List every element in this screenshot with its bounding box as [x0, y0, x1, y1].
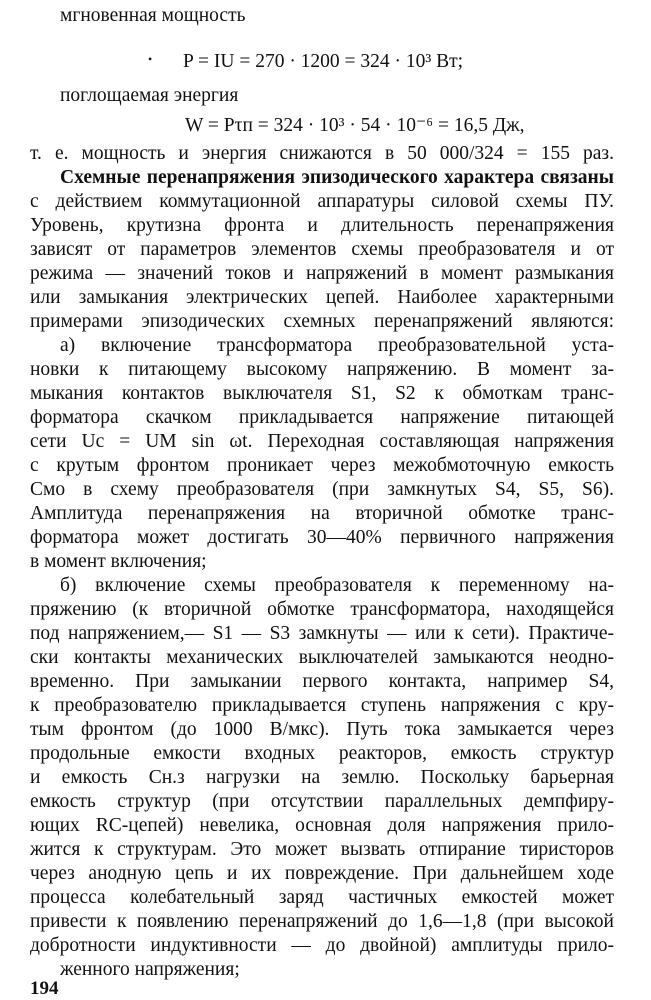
- text-line: Амплитуда перенапряжения на вторичной обмотке транс-: [30, 503, 614, 524]
- text-line: под напряжением,— S1 — S3 замкнуты — или к сети). Практиче-: [30, 623, 614, 644]
- text-line: форматора может достигать 30—40% первичного напряжения: [30, 527, 614, 548]
- text-line: Cмо в схему преобразователя (при замкнутых S4, S5, S6).: [30, 479, 614, 500]
- text-line: сети Uc = UM sin ωt. Переходная составляющая напряжения: [30, 431, 614, 452]
- text-line: с крутым фронтом проникает через межобмоточную емкость: [30, 455, 614, 476]
- text-line: мгновенная мощность: [60, 5, 246, 26]
- formula-energy: W = Pτп = 324 · 10³ · 54 · 10⁻⁶ = 16,5 Дж,: [185, 115, 525, 136]
- text-line: жится к структурам. Это может вызвать отпирание тиристоров: [30, 839, 614, 860]
- text-line: форматора скачком прикладывается напряжение питающей: [30, 407, 614, 428]
- text-line: или замыкания электрических цепей. Наиболее характерными: [30, 287, 614, 308]
- text-line: женного напряжения;: [60, 959, 240, 980]
- text-line: пряжению (к вторичной обмотке трансформатора, находящейся: [30, 599, 614, 620]
- text-line: и емкость Cн.з нагрузки на землю. Поскольку барьерная: [30, 767, 614, 788]
- text-line: зависят от параметров элементов схемы преобразователя и от: [30, 239, 614, 260]
- text-line: емкость структур (при отсутствии параллельных демпфиру-: [30, 791, 614, 812]
- text-line: а) включение трансформатора преобразовательной уста-: [60, 335, 614, 356]
- text-line: процесса колебательный заряд частичных емкостей может: [30, 887, 614, 908]
- text-line: мыкания контактов выключателя S1, S2 к обмоткам транс-: [30, 383, 614, 404]
- text-line: ющих RC-цепей) невелика, основная доля напряжения прило-: [30, 815, 614, 836]
- text-line: временно. При замыкании первого контакта, например S4,: [30, 671, 614, 692]
- text-line: привести к появлению перенапряжений до 1,6—1,8 (при высокой: [30, 911, 614, 932]
- text-line: к преобразователю прикладывается ступень напряжения с кру-: [30, 695, 614, 716]
- text-line: ски контакты механических выключателей замыкаются неодно-: [30, 647, 614, 668]
- text-line: с действием коммутационной аппаратуры силовой схемы ПУ.: [30, 191, 614, 212]
- text-line: продольные емкости входных реакторов, емкость структур: [30, 743, 614, 764]
- paragraph-heading-line: [60, 166, 614, 190]
- text-line: через анодную цепь и их повреждение. При дальнейшем ходе: [30, 863, 614, 884]
- text-line: добротности индуктивности — до двойной) амплитуды прило-: [30, 935, 614, 956]
- text-line: т. е. мощность и энергия снижаются в 50 000/324 = 155 раз.: [30, 143, 614, 164]
- heading-text: Схемные перенапряжения эпизодического характера связаны: [60, 167, 614, 188]
- text-line: б) включение схемы преобразователя к переменному на-: [60, 575, 614, 596]
- text-line: режима — значений токов и напряжений в момент размыкания: [30, 263, 614, 284]
- bullet-mark: •: [148, 52, 153, 66]
- text-line: новки к питающему высокому напряжению. В момент за-: [30, 359, 614, 380]
- text-line: поглощаемая энергия: [60, 85, 239, 106]
- formula-power: P = IU = 270 · 1200 = 324 · 10³ Вт;: [183, 51, 464, 72]
- text-line: примерами эпизодических схемных перенапряжений являются:: [30, 311, 614, 332]
- text-line: Уровень, крутизна фронта и длительность перенапряжения: [30, 215, 614, 236]
- page-number: 194: [30, 978, 59, 999]
- text-line: тым фронтом (до 1000 В/мкс). Путь тока замыкается через: [30, 719, 614, 740]
- text-line: в момент включения;: [30, 551, 207, 572]
